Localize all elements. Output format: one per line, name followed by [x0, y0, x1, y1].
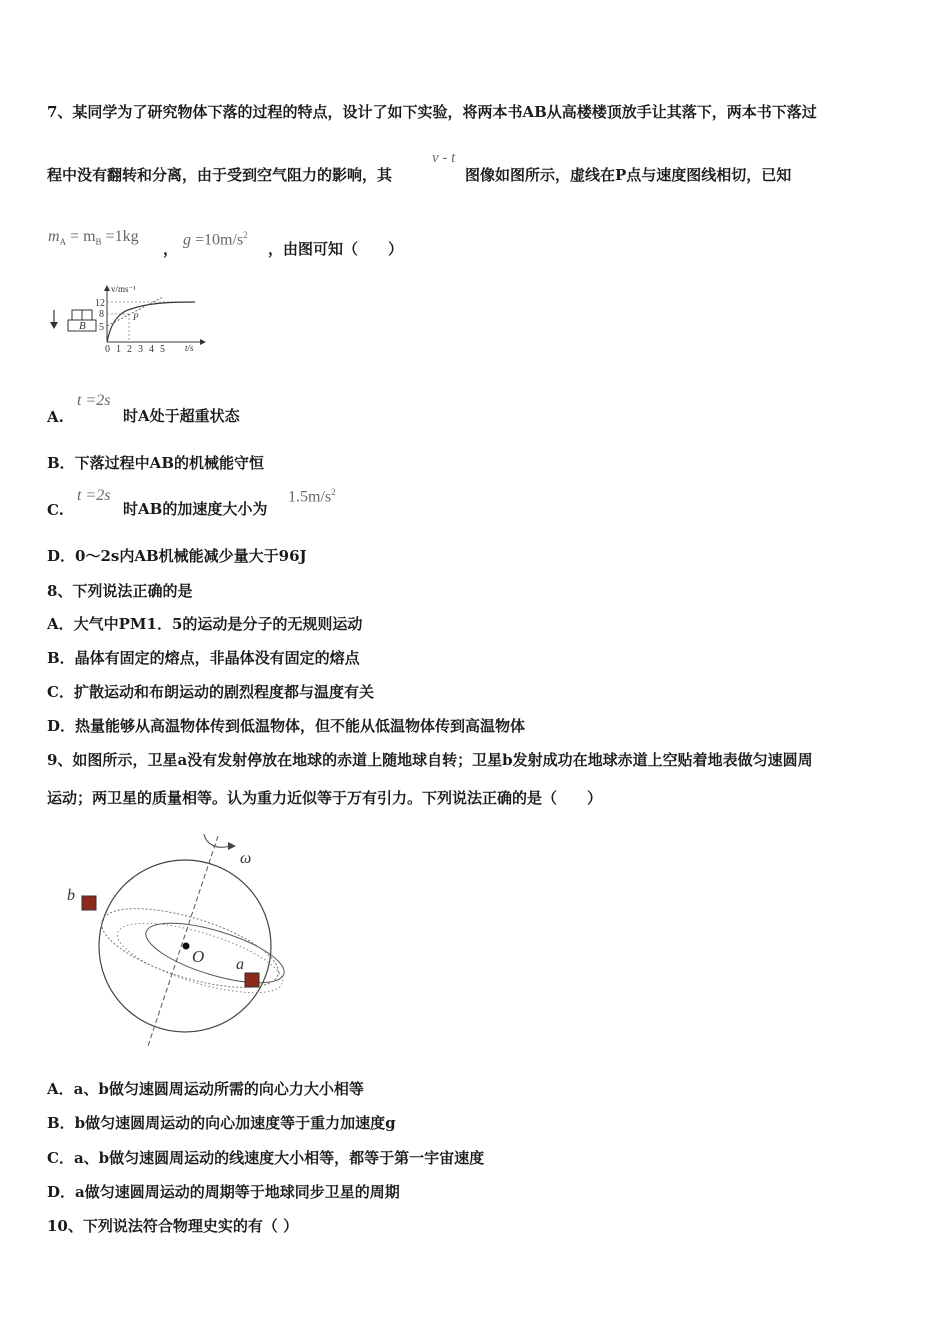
x-tick-0: 0 — [105, 344, 110, 354]
q7-option-a-math: t =2s — [77, 392, 111, 409]
q8-option-a: A．大气中PM1．5的运动是分子的无规则运动 — [47, 615, 363, 633]
q8-option-c: C．扩散运动和布朗运动的剧烈程度都与温度有关 — [47, 683, 374, 701]
q7-option-c-math: t =2s — [77, 487, 111, 504]
q7-option-d: D．0～2s内AB机械能减少量大于96J — [47, 547, 307, 565]
q7-stem-line1: 7、某同学为了研究物体下落的过程的特点，设计了如下实验，将两本书AB从高楼楼顶放手让其落下，两本书下落过 — [47, 103, 817, 121]
y-axis-label: v/ms⁻¹ — [111, 284, 136, 294]
q8-option-d: D．热量能够从高温物体传到低温物体，但不能从低温物体传到高温物体 — [47, 717, 526, 735]
y-tick-5: 5 — [99, 322, 104, 333]
book-a-right — [82, 310, 92, 320]
q7-mass-formula: $m_A = m_B =1kg$ — [48, 228, 139, 248]
q9-stem-line1: 9、如图所示，卫星a没有发射停放在地球的赤道上随地球自转；卫星b发射成功在地球赤道上空贴着地表做匀速圆周 — [47, 751, 813, 769]
q7-stem-line2-b: 图像如图所示，虚线在P点与速度图线相切，已知 — [465, 166, 792, 184]
x-tick-2: 2 — [127, 344, 132, 354]
q7-option-c-text: 时AB的加速度大小为 — [123, 500, 268, 518]
rotation-arrow — [204, 834, 230, 847]
y-axis-arrow — [104, 285, 110, 291]
satellite-b-label: b — [67, 887, 75, 904]
q9-earth-diagram — [60, 828, 290, 1050]
q7-g-formula: $g =10m/s^2$ — [183, 230, 248, 249]
q7-comma: ， — [163, 240, 179, 258]
x-tick-4: 4 — [149, 344, 154, 354]
book-b-label: B — [79, 320, 86, 332]
satellite-b — [82, 896, 96, 910]
q7-stem-line2-a: 程中没有翻转和分离，由于受到空气阻力的影响，其 — [47, 166, 393, 184]
q7-option-c-label: C. — [47, 501, 64, 519]
q9-option-b: B．b做匀速圆周运动的向心加速度等于重力加速度g — [47, 1114, 396, 1132]
rotation-axis — [148, 836, 218, 1046]
q7-vt-symbol: v - t — [432, 150, 456, 166]
q9-option-d: D．a做匀速圆周运动的周期等于地球同步卫星的周期 — [47, 1183, 400, 1201]
y-tick-8: 8 — [99, 309, 104, 320]
x-tick-3: 3 — [138, 344, 143, 354]
book-a-left — [72, 310, 82, 320]
q8-option-b: B．晶体有固定的熔点，非晶体没有固定的熔点 — [47, 649, 360, 667]
q7-stem-line2 — [47, 165, 392, 185]
q7-stem-tail: ，由图可知（ ） — [268, 240, 404, 258]
velocity-curve — [107, 302, 195, 342]
q7-vt-graph — [45, 282, 210, 354]
point-p-label: P — [133, 312, 139, 322]
x-tick-1: 1 — [116, 344, 121, 354]
x-axis-arrow — [200, 339, 206, 345]
q7-option-c-value: $1.5m/s^2$ — [288, 487, 336, 506]
center-point — [183, 943, 190, 950]
center-o-label: O — [192, 947, 205, 966]
x-tick-5: 5 — [160, 344, 165, 354]
q7-option-a-label: A. — [47, 408, 64, 426]
q7-option-a-text: 时A处于超重状态 — [123, 407, 240, 425]
rotation-arrow-head — [228, 842, 236, 850]
y-tick-12: 12 — [95, 298, 105, 309]
q9-option-a: A．a、b做匀速圆周运动所需的向心力大小相等 — [47, 1080, 364, 1098]
q9-stem-line2: 运动；两卫星的质量相等。认为重力近似等于万有引力。下列说法正确的是（ ） — [47, 789, 603, 807]
q10-stem: 10、下列说法符合物理史实的有（ ） — [47, 1217, 299, 1235]
satellite-a-label: a — [236, 956, 244, 973]
omega-label: ω — [240, 850, 252, 867]
q7-option-b: B．下落过程中AB的机械能守恒 — [47, 454, 264, 472]
q8-stem: 8、下列说法正确的是 — [47, 582, 193, 600]
fall-arrow-head — [50, 322, 58, 329]
q9-option-c: C．a、b做匀速圆周运动的线速度大小相等，都等于第一宇宙速度 — [47, 1149, 485, 1167]
satellite-a — [245, 973, 259, 987]
x-axis-label: t/s — [185, 343, 194, 353]
